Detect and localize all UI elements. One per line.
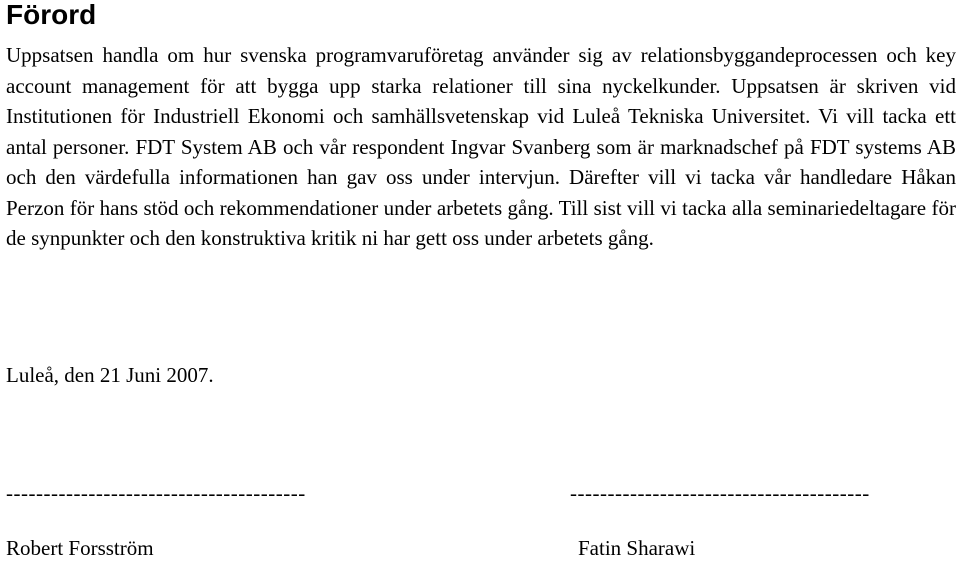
- signature-name-1: Robert Forsström: [6, 536, 154, 560]
- page-title: Förord: [6, 0, 97, 30]
- signature-line-1: ----------------------------------------: [6, 481, 306, 505]
- foreword-paragraph: Uppsatsen handla om hur svenska programvaruföretag använder sig av relationsbyggandeprocessen och key account management för att bygga upp starka relationer till sina nyckelkunder. Uppsatsen är skriven vid Institutionen för Industriell Ekonomi och samhällsvetenskap vid Luleå Tekniska Universitet. Vi vill tacka ett antal personer. FDT System AB och vår respondent Ingvar Svanberg som är marknadschef på FDT systems AB och den värdefulla informationen han gav oss under intervjun. Därefter vill vi tacka vår handledare Håkan Perzon för hans stöd och rekommendationer under arbetets gång. Till sist vill vi tacka alla seminariedeltagare för de synpunkter och den konstruktiva kritik ni har gett oss under arbetets gång.: [6, 43, 956, 250]
- signature-line-2: ----------------------------------------: [570, 481, 870, 505]
- place-and-date: Luleå, den 21 Juni 2007.: [6, 363, 214, 387]
- signature-name-2: Fatin Sharawi: [578, 536, 696, 560]
